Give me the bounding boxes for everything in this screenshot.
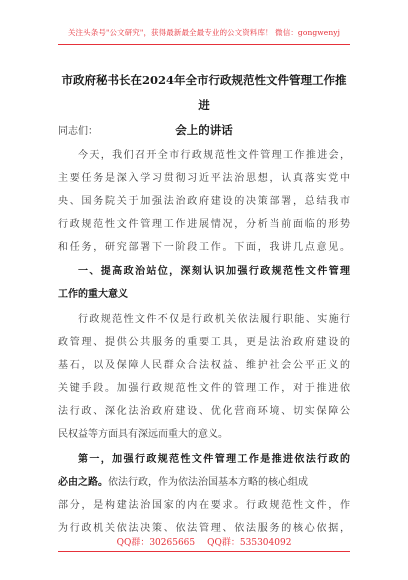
salutation: 同志们： — [58, 126, 98, 137]
title-line-1: 市政府秘书长在2024年全市行政规范性文件管理工作推进 — [61, 73, 347, 112]
line-rest: 依法行政，作为依法治国基本方略的核心组成 — [108, 477, 308, 488]
paragraph-line: 央、国务院关于加强法治政府建设的决策部署，总结我市 — [58, 196, 350, 207]
paragraph-line: 政管理、提供公共服务的重要工具，更是法治政府建设的 — [58, 337, 350, 348]
paragraph-line: 法行政、深化法治政府建设、优化营商环境、切实保障公 — [58, 406, 350, 417]
paragraph-line: 部分，是构建法治国家的内在要求。行政规范性文件，作 — [58, 500, 350, 511]
paragraph-mixed-line — [58, 473, 350, 488]
paragraph-line: 关键手段。加强行政规范性文件的管理工作，对于推进依 — [58, 383, 350, 394]
paragraph-line: 为行政机关依法决策、依法管理、依法服务的核心依据， — [58, 523, 350, 534]
paragraph-bold-line: 第一，加强行政规范性文件管理工作是推进依法行政的 — [78, 454, 350, 465]
paragraph-line: 民权益等方面具有深远而重大的意义。 — [58, 429, 228, 440]
section-heading-line: 一、提高政治站位，深刻认识加强行政规范性文件管理 — [78, 266, 350, 277]
paragraph-line: 行政规范性文件管理工作进展情况，分析当前面临的形势 — [58, 219, 350, 230]
header-note: 关注头条号"公文研究"，获得最新最全最专业的公文资料库！ 微信：gongwenyj — [67, 28, 341, 37]
paragraph-line: 主要任务是深入学习贯彻习近平法治思想，认真落实党中 — [58, 173, 350, 184]
qq-group-2: QQ群：535304092 — [207, 538, 292, 548]
title-line-2: 会上的讲话 — [175, 123, 233, 137]
footer-rule — [58, 551, 350, 552]
footer-contact — [0, 535, 408, 548]
section-heading-line: 工作的重大意义 — [58, 289, 128, 300]
paragraph-line: 基石，以及保障人民群众合法权益、维护社会公平正义的 — [58, 360, 350, 371]
header-rule — [58, 44, 350, 45]
qq-group-1: QQ群：30265665 — [116, 538, 196, 548]
paragraph-line: 和任务，研究部署下一阶段工作。下面，我讲几点意见。 — [58, 242, 350, 253]
paragraph-line: 今天，我们召开全市行政规范性文件管理工作推进会， — [78, 150, 350, 161]
paragraph-line: 行政规范性文件不仅是行政机关依法履行职能、实施行 — [78, 314, 350, 325]
bold-lead: 必由之路。 — [58, 477, 108, 488]
